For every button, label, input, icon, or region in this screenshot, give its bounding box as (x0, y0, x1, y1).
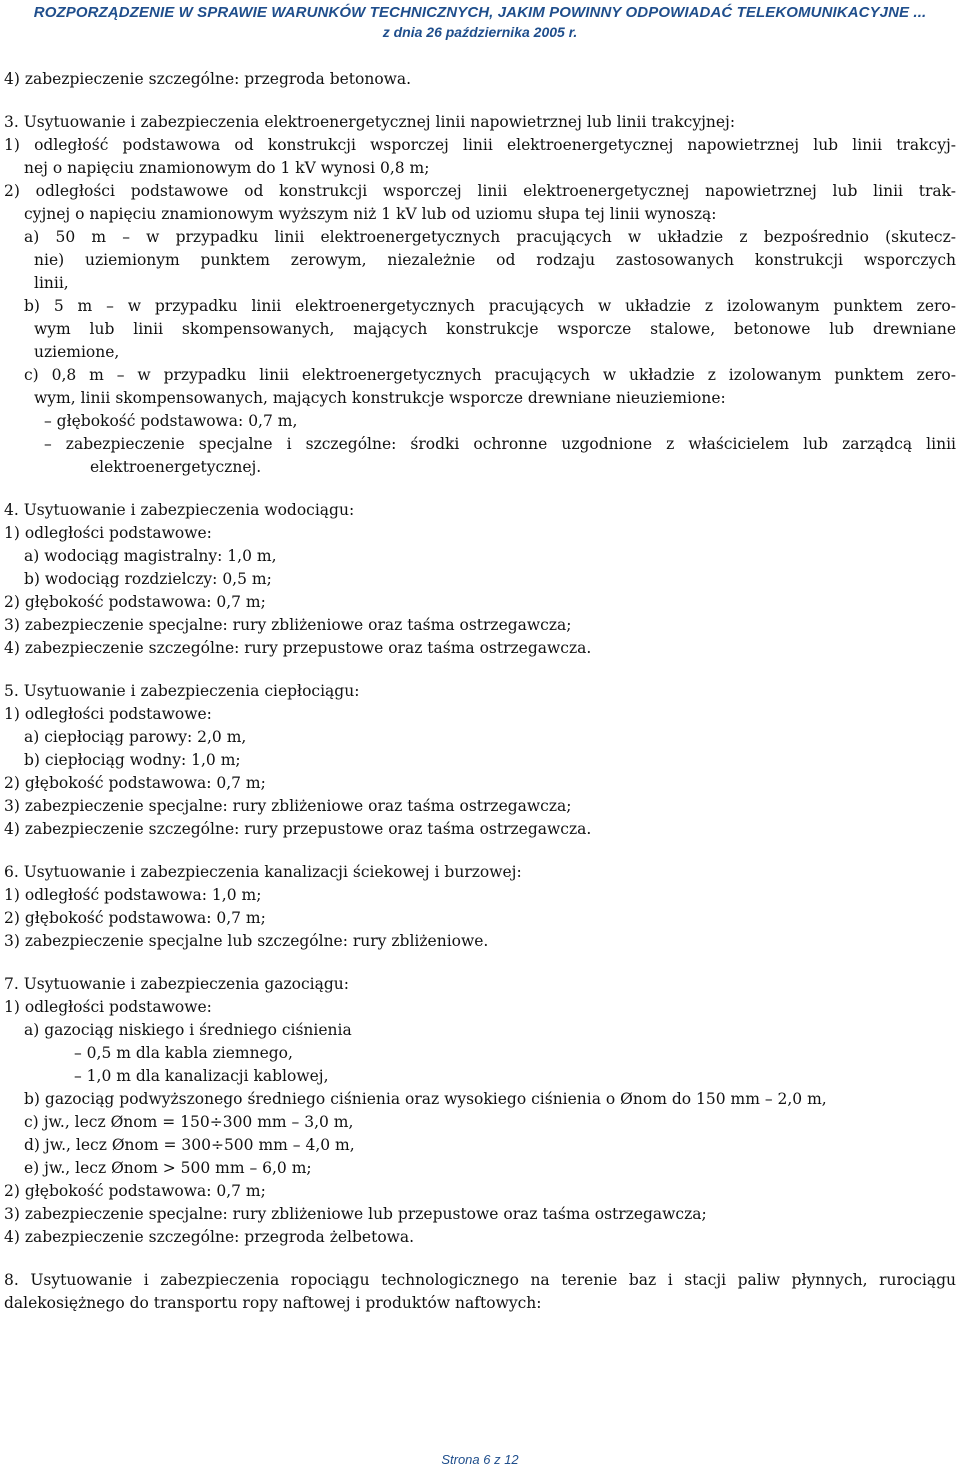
text-line: linii, (34, 274, 69, 292)
section-heading: 8. Usytuowanie i zabezpieczenia ropociągu technologicznego na terenie baz i stacji paliw płynnych, rurociągu (4, 1271, 956, 1289)
paragraph-gap (4, 953, 956, 973)
section-heading: 5. Usytuowanie i zabezpieczenia ciepłociągu: (4, 682, 360, 700)
text-line: a) ciepłociąg parowy: 2,0 m, (24, 728, 247, 746)
text-line: c) 0,8 m – w przypadku linii elektroenergetycznych pracujących w układzie z izolowanym punktem zero- (24, 366, 956, 384)
text-line: a) gazociąg niskiego i średniego ciśnienia (24, 1021, 352, 1039)
text-line: cyjnej o napięciu znamionowym wyższym niż 1 kV lub od uziomu słupa tej linii wynoszą: (24, 205, 717, 223)
text-line: 1) odległości podstawowe: (4, 524, 212, 542)
page-header (0, 0, 960, 44)
text-line: – głębokość podstawowa: 0,7 m, (44, 412, 298, 430)
text-line: b) wodociąg rozdzielczy: 0,5 m; (24, 570, 272, 588)
text-line: b) ciepłociąg wodny: 1,0 m; (24, 751, 241, 769)
text-line: 4) zabezpieczenie szczególne: przegroda betonowa. (4, 70, 412, 88)
text-line: wym, linii skompensowanych, mających konstrukcje wsporcze drewniane nieuziemione: (34, 389, 726, 407)
text-line: 1) odległości podstawowe: (4, 705, 212, 723)
section-heading: 4. Usytuowanie i zabezpieczenia wodociągu: (4, 501, 355, 519)
text-line: c) jw., lecz Ønom = 150÷300 mm – 3,0 m, (24, 1113, 354, 1131)
document-body (4, 68, 956, 1315)
paragraph-gap (4, 91, 956, 111)
text-line: 2) głębokość podstawowa: 0,7 m; (4, 909, 266, 927)
section-heading: 6. Usytuowanie i zabezpieczenia kanalizacji ściekowej i burzowej: (4, 863, 522, 881)
text-line: nie) uziemionym punktem zerowym, niezależnie od rodzaju zastosowanych konstrukcji wsporczych (34, 251, 956, 269)
text-line: dalekosiężnego do transportu ropy naftowej i produktów naftowych: (4, 1294, 542, 1312)
paragraph-gap (4, 1249, 956, 1269)
text-line: 3) zabezpieczenie specjalne: rury zbliżeniowe oraz taśma ostrzegawcza; (4, 616, 572, 634)
text-line: 2) odległości podstawowe od konstrukcji wsporczej linii elektroenergetycznej napowietrznej lub linii trak- (4, 182, 956, 200)
paragraph-gap (4, 841, 956, 861)
text-line: wym lub linii skompensowanych, mających konstrukcje wsporcze stalowe, betonowe lub drewniane (34, 320, 956, 338)
text-line: – 0,5 m dla kabla ziemnego, (74, 1044, 293, 1062)
text-line: 3) zabezpieczenie specjalne: rury zbliżeniowe oraz taśma ostrzegawcza; (4, 797, 572, 815)
text-line: a) wodociąg magistralny: 1,0 m, (24, 547, 277, 565)
text-line: b) 5 m – w przypadku linii elektroenergetycznych pracujących w układzie z izolowanym punktem zero- (24, 297, 956, 315)
text-line: nej o napięciu znamionowym do 1 kV wynosi 0,8 m; (24, 159, 430, 177)
text-line: 3) zabezpieczenie specjalne: rury zbliżeniowe lub przepustowe oraz taśma ostrzegawcza; (4, 1205, 707, 1223)
text-line: 3) zabezpieczenie specjalne lub szczególne: rury zbliżeniowe. (4, 932, 489, 950)
text-line: uziemione, (34, 343, 120, 361)
text-line: a) 50 m – w przypadku linii elektroenergetycznych pracujących w układzie z bezpośrednio (skutecz- (24, 228, 956, 246)
document-date: z dnia 26 października 2005 r. (382, 24, 578, 40)
section-heading: 3. Usytuowanie i zabezpieczenia elektroenergetycznej linii napowietrznej lub linii trakcyjnej: (4, 113, 736, 131)
paragraph-gap (4, 660, 956, 680)
page-number: Strona 6 z 12 (441, 1452, 519, 1467)
paragraph-gap (4, 479, 956, 499)
text-line: 4) zabezpieczenie szczególne: rury przepustowe oraz taśma ostrzegawcza. (4, 820, 592, 838)
section-heading: 7. Usytuowanie i zabezpieczenia gazociągu: (4, 975, 349, 993)
text-line: 1) odległość podstawowa: 1,0 m; (4, 886, 262, 904)
text-line: – zabezpieczenie specjalne i szczególne: środki ochronne uzgodnione z właścicielem lub zarządcą linii (44, 435, 956, 453)
text-line: b) gazociąg podwyższonego średniego ciśnienia oraz wysokiego ciśnienia o Ønom do 150 mm – 2,0 m, (24, 1090, 827, 1108)
text-line: 2) głębokość podstawowa: 0,7 m; (4, 1182, 266, 1200)
document-title: ROZPORZĄDZENIE W SPRAWIE WARUNKÓW TECHNICZNYCH, JAKIM POWINNY ODPOWIADAĆ TELEKOMUNIKACYJNE ... (33, 4, 927, 21)
text-line: e) jw., lecz Ønom > 500 mm – 6,0 m; (24, 1159, 312, 1177)
text-line: 1) odległości podstawowe: (4, 998, 212, 1016)
text-line: d) jw., lecz Ønom = 300÷500 mm – 4,0 m, (24, 1136, 355, 1154)
text-line: 4) zabezpieczenie szczególne: rury przepustowe oraz taśma ostrzegawcza. (4, 639, 592, 657)
text-line: 1) odległość podstawowa od konstrukcji wsporczej linii elektroenergetycznej napowietrznej lub linii trakcyj- (4, 136, 956, 154)
text-line: elektroenergetycznej. (90, 458, 262, 476)
text-line: 2) głębokość podstawowa: 0,7 m; (4, 774, 266, 792)
text-line: – 1,0 m dla kanalizacji kablowej, (74, 1067, 329, 1085)
text-line: 2) głębokość podstawowa: 0,7 m; (4, 593, 266, 611)
text-line: 4) zabezpieczenie szczególne: przegroda żelbetowa. (4, 1228, 415, 1246)
